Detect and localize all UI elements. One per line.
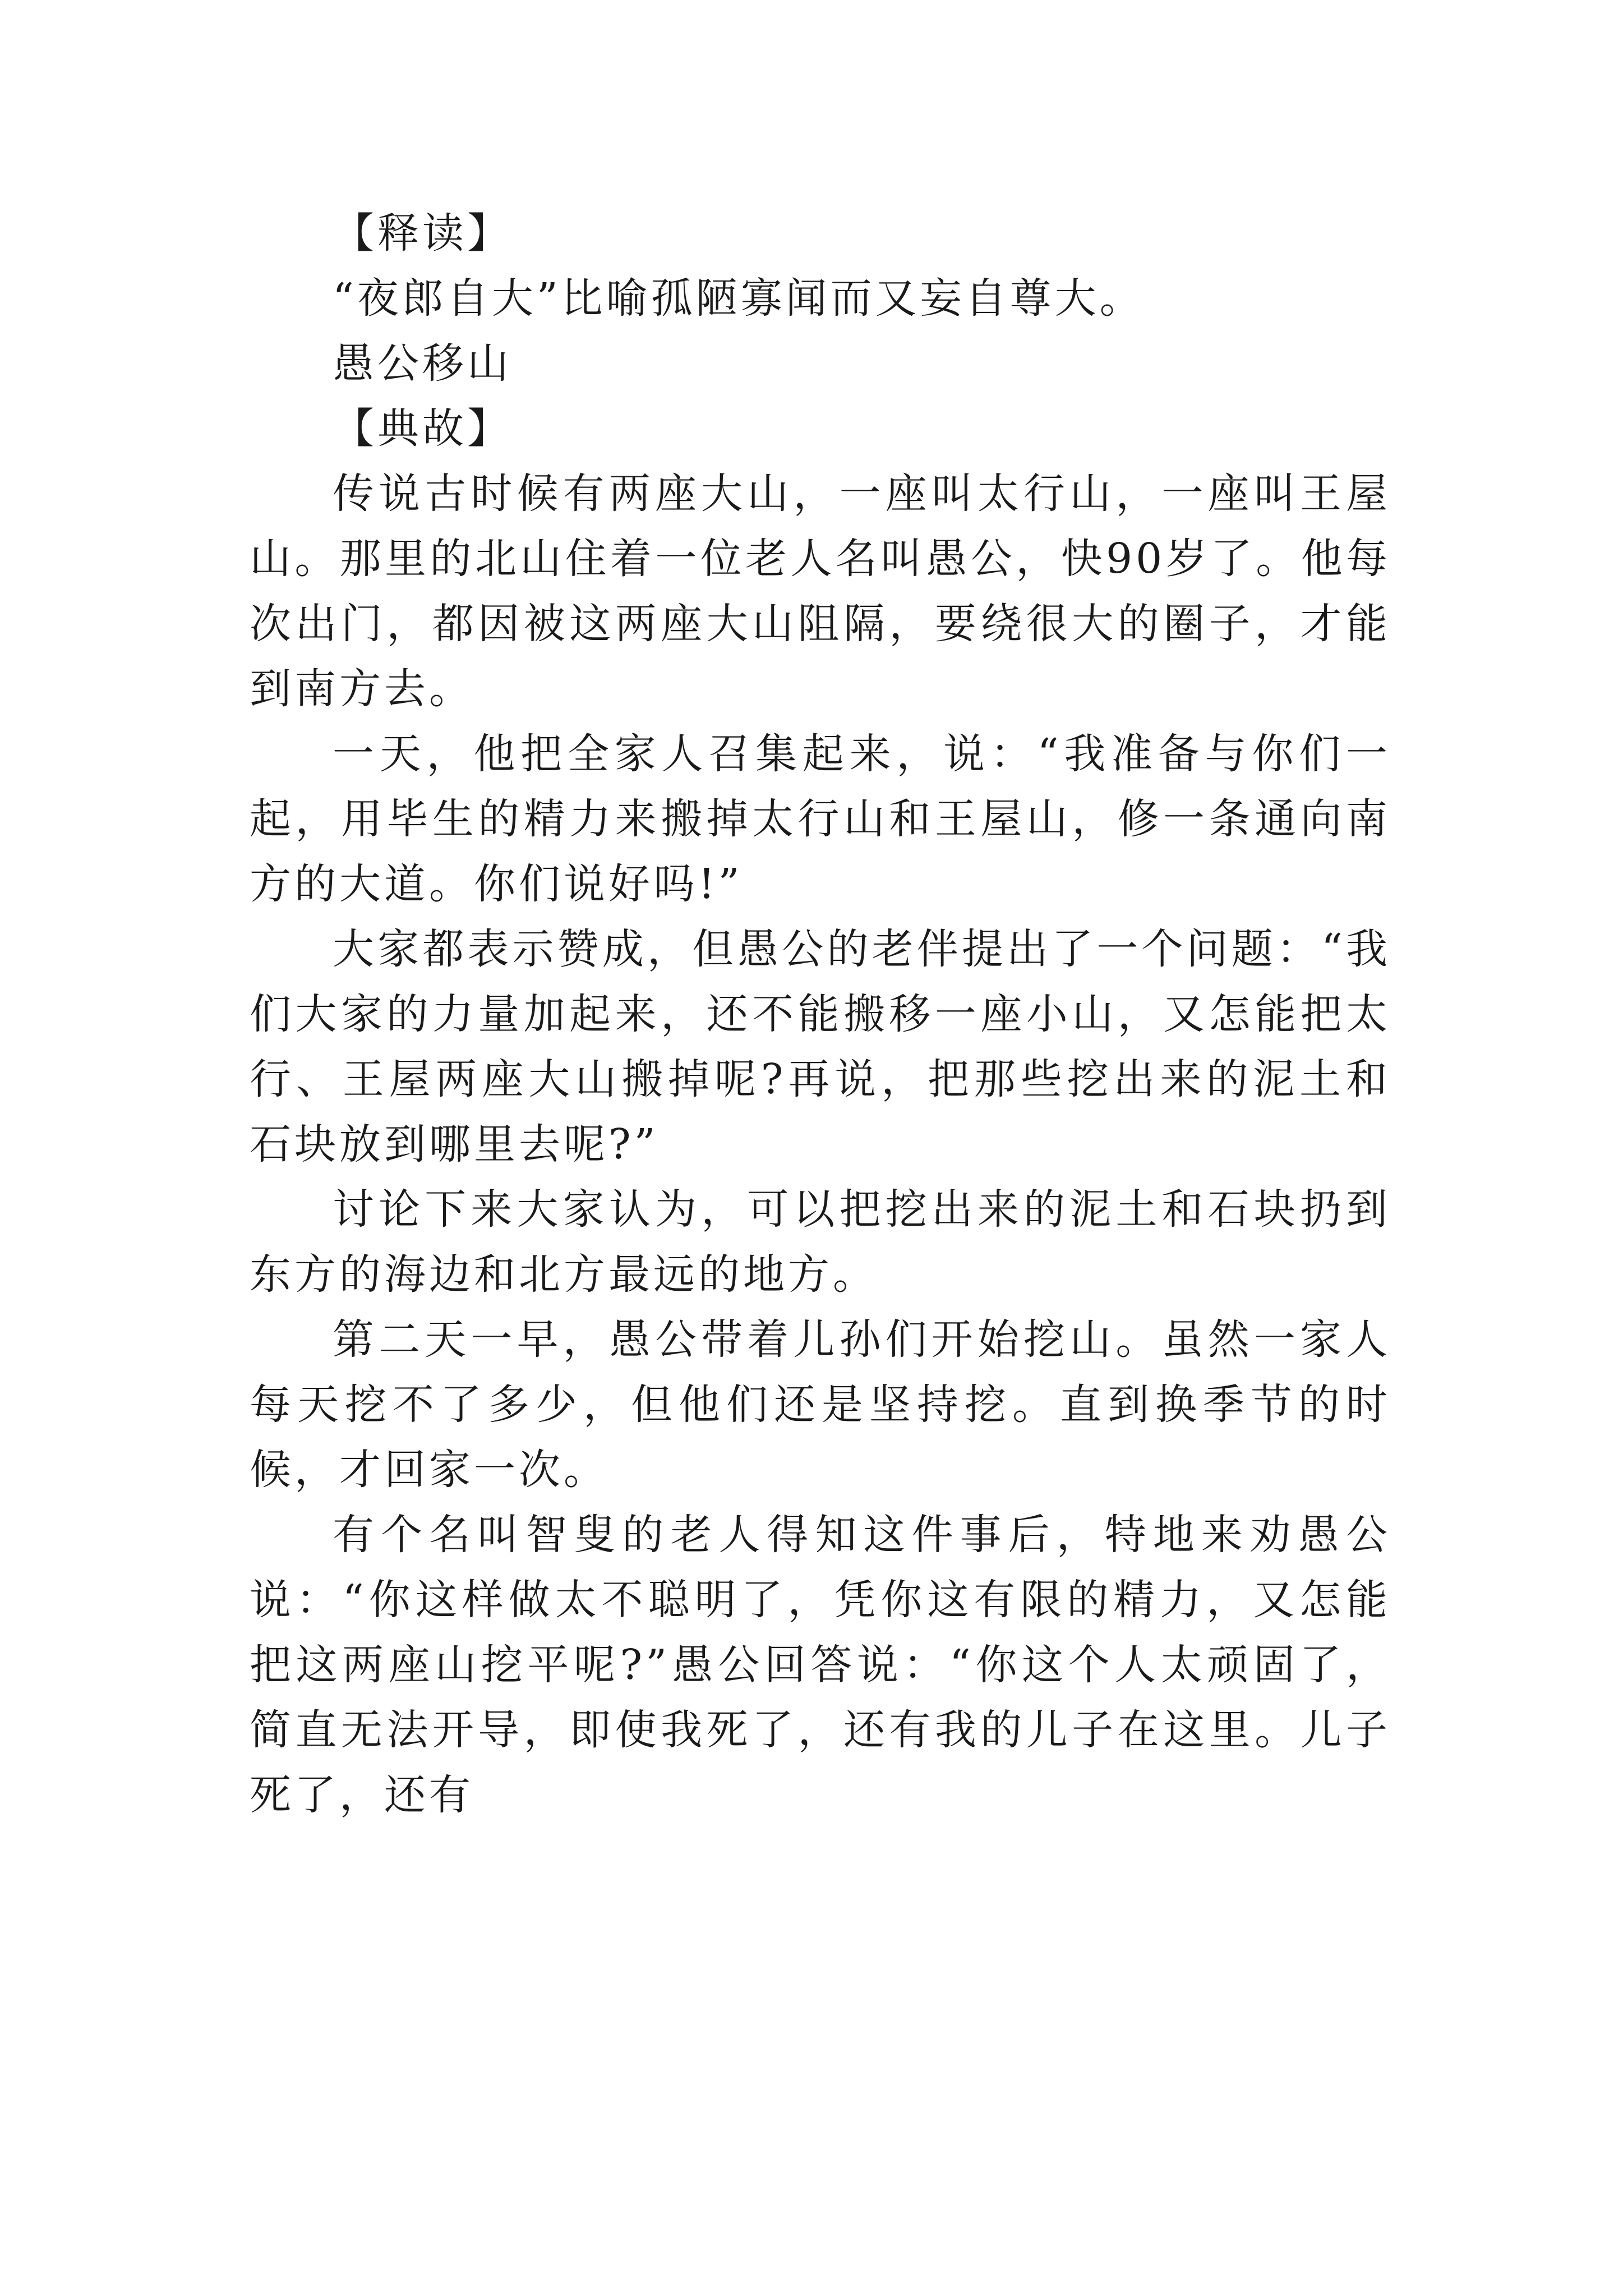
story-paragraph: 传说古时候有两座大山，一座叫太行山，一座叫王屋山。那里的北山住着一位老人名叫愚公，快90岁了。他每次出门，都因被这两座大山阻隔，要绕很大的圈子，才能到南方去。 — [250, 470, 1391, 713]
section-heading-allusion: 【典故】 — [333, 404, 512, 453]
story-paragraph: 一天，他把全家人召集起来，说：“我准备与你们一起，用毕生的精力来搬掉太行山和王屋山，修一条通向南方的大道。你们说好吗!” — [250, 730, 1391, 908]
story-paragraph: 有个名叫智叟的老人得知这件事后，特地来劝愚公说：“你这样做太不聪明了，凭你这有限的精力，又怎能把这两座山挖平呢?”愚公回答说：“你这个人太顽固了，简直无法开导，即使我死了，还有我的儿子在这里。儿子死了，还有 — [250, 1511, 1391, 1819]
story-paragraph: 讨论下来大家认为，可以把挖出来的泥土和石块扔到东方的海边和北方最远的地方。 — [250, 1185, 1391, 1299]
section-heading-interpretation: 【释读】 — [333, 209, 512, 257]
story-paragraph: 大家都表示赞成，但愚公的老伴提出了一个问题：“我们大家的力量加起来，还不能搬移一座小山，又怎能把太行、王屋两座大山搬掉呢?再说，把那些挖出来的泥土和石块放到哪里去呢?” — [250, 925, 1391, 1168]
document-body — [250, 201, 1391, 1828]
story-paragraph: 第二天一早，愚公带着儿孙们开始挖山。虽然一家人每天挖不了多少，但他们还是坚持挖。直到换季节的时候，才回家一次。 — [250, 1315, 1391, 1494]
interpretation-paragraph: “夜郎自大”比喻孤陋寡闻而又妄自尊大。 — [333, 274, 1145, 323]
idiom-title: 愚公移山 — [333, 339, 512, 388]
